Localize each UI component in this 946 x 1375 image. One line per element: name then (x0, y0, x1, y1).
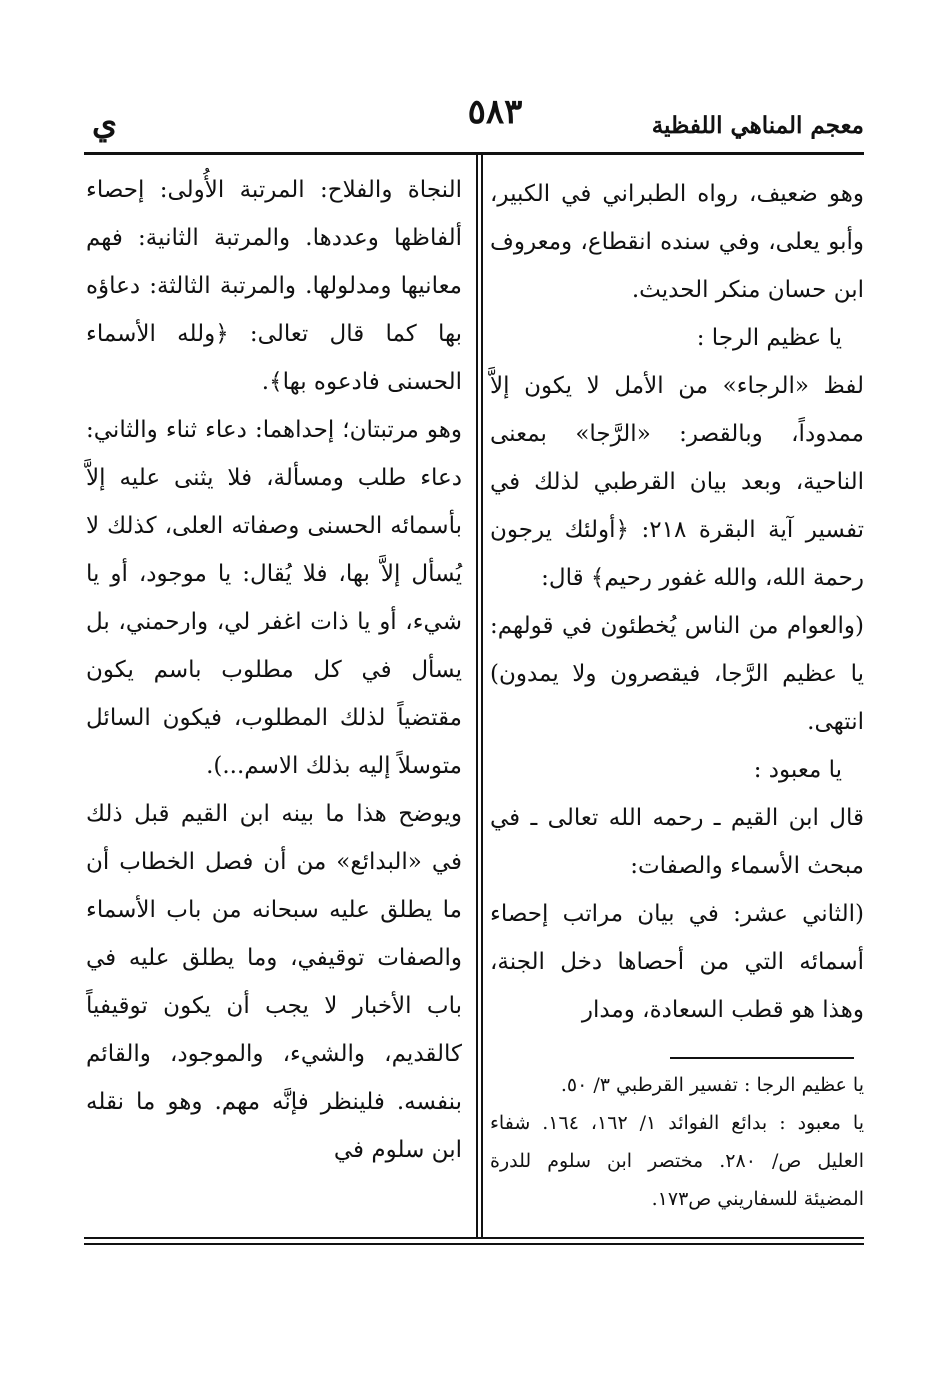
page-number: ٥٨٣ (467, 92, 523, 132)
paragraph: النجاة والفلاح: المرتبة الأُولى: إحصاء ألفاظها وعددها. والمرتبة الثانية: فهم معانيها ومدلولها. والمرتبة الثالثة: دعاؤه بها كما قال تعالى: ﴿ولله الأسماء الحسنى فادعوه بها﴾. (86, 177, 462, 395)
column-divider-right (481, 155, 483, 1237)
paragraph: لفظ «الرجاء» من الأمل لا يكون إلاَّ ممدوداً، وبالقصر: «الرَّجا» بمعنى الناحية، وبعد بيان القرطبي لذلك في تفسير آية البقرة ٢١٨: ﴿أولئك يرجون رحمة الله، والله غفور رحيم﴾ قال: (490, 373, 864, 591)
paragraph: قال ابن القيم ـ رحمه الله تعالى ـ في مبحث الأسماء والصفات: (490, 805, 864, 879)
paragraph: وهو ضعيف، رواه الطبراني في الكبير، وأبو يعلى، وفي سنده انقطاع، ومعروف ابن حسان منكر الحديث. (490, 181, 864, 303)
footnote: يا عظيم الرجا : تفسير القرطبي ٣/ ٥٠. (560, 1074, 864, 1096)
footer-rule-top (84, 1237, 864, 1239)
header-rule (84, 152, 864, 155)
paragraph: ويوضح هذا ما بينه ابن القيم قبل ذلك في «البدائع» من أن فصل الخطاب أن ما يطلق عليه سبحانه من باب الأسماء والصفات توقيفي، وما يطلق عليه في باب الأخبار لا يجب أن يكون توقيفياً كالقديم، والشيء، والموجود، والقائم بنفسه. فلينظر فإنَّه مهم. وهو ما نقله ابن سلوم في (86, 801, 462, 1163)
left-column (86, 166, 462, 1174)
footer-rule-bottom (84, 1243, 864, 1245)
column-divider-left (476, 155, 478, 1237)
paragraph: (والعوام من الناس يُخطئون في قولهم: يا عظيم الرَّجا، فيقصرون ولا يمدون) انتهى. (490, 613, 864, 735)
paragraph: (الثاني عشر: في بيان مراتب إحصاء أسمائه التي من أحصاها دخل الجنة، وهذا هو قطب السعادة، ومدار (490, 901, 864, 1023)
footnotes (490, 1066, 864, 1218)
book-title: معجم المناهي اللفظية (651, 112, 864, 139)
footnote-separator (670, 1057, 854, 1059)
section-letter: ي (92, 104, 118, 142)
entry-heading: يا معبود : (753, 757, 842, 783)
entry-heading: يا عظيم الرجا : (696, 325, 842, 351)
paragraph: وهو مرتبتان؛ إحداهما: دعاء ثناء والثاني: دعاء طلب ومسألة، فلا يثنى عليه إلاَّ بأسمائه الحسنى وصفاته العلى، كذلك لا يُسأل إلاَّ بها، فلا يُقال: يا موجود، أو يا شيء، أو يا ذات اغفر لي، وارحمني، بل يسأل في كل مطلوب باسم يكون مقتضياً لذلك المطلوب، فيكون السائل متوسلاً إليه بذلك الاسم...). (86, 417, 462, 779)
footnote: يا معبود : بدائع الفوائد ١/ ١٦٢، ١٦٤. شفاء العليل ص/ ٢٨٠. مختصر ابن سلوم للدرة المضيئة للسفاريني ص١٧٣. (490, 1112, 864, 1210)
right-column (490, 170, 864, 1034)
